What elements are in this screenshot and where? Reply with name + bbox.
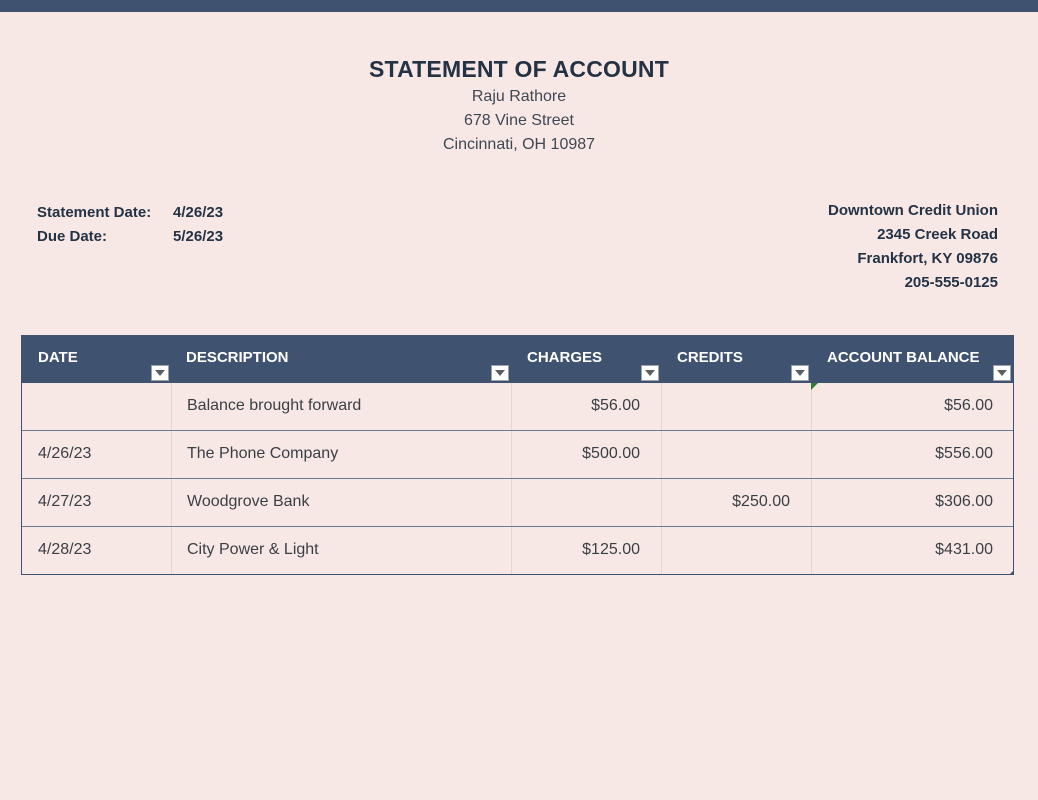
cell-account-balance[interactable]: $306.00 (811, 479, 1013, 526)
filter-dropdown-account-balance[interactable] (993, 365, 1011, 381)
page-title: STATEMENT OF ACCOUNT (369, 56, 669, 82)
table-row (22, 478, 1013, 526)
statement-date-label: Statement Date: (37, 204, 152, 221)
chevron-down-icon (645, 370, 655, 376)
bank-name: Downtown Credit Union (828, 202, 998, 219)
cell-date[interactable] (22, 383, 171, 430)
due-date-label: Due Date: (37, 228, 108, 245)
cell-charges[interactable]: $56.00 (511, 383, 661, 430)
statement-date-value[interactable]: 4/26/23 (173, 204, 224, 221)
cell-date[interactable]: 4/26/23 (38, 445, 92, 462)
statement-dates (37, 201, 223, 249)
bank-info (828, 199, 998, 295)
bank-street: 2345 Creek Road (877, 226, 998, 243)
table-resize-handle[interactable] (1009, 570, 1014, 575)
customer-city: Cincinnati, OH 10987 (442, 136, 596, 153)
chevron-down-icon (795, 370, 805, 376)
cell-credits[interactable] (661, 383, 811, 430)
column-header-account-balance: ACCOUNT BALANCE (811, 335, 1013, 383)
cell-charges[interactable]: $500.00 (511, 431, 661, 478)
cell-charges[interactable]: $125.00 (511, 527, 661, 574)
filter-dropdown-description[interactable] (491, 365, 509, 381)
cell-description[interactable]: Woodgrove Bank (171, 479, 511, 526)
statement-header (0, 56, 1038, 157)
column-header-credits: CREDITS (661, 335, 811, 383)
cell-description[interactable]: The Phone Company (171, 431, 511, 478)
cell-credits[interactable] (661, 527, 811, 574)
cell-date[interactable]: 4/27/23 (38, 493, 92, 510)
cell-credits[interactable] (661, 431, 811, 478)
top-accent-bar (0, 0, 1038, 12)
due-date-row (37, 225, 223, 249)
cell-description[interactable]: Balance brought forward (171, 383, 511, 430)
filter-dropdown-date[interactable] (151, 365, 169, 381)
chevron-down-icon (997, 370, 1007, 376)
bank-city: Frankfort, KY 09876 (857, 250, 998, 267)
table-header (22, 335, 1013, 383)
table-row (22, 430, 1013, 478)
statement-date-row (37, 201, 223, 225)
customer-street: 678 Vine Street (463, 112, 574, 129)
chevron-down-icon (155, 370, 165, 376)
cell-account-balance[interactable]: $556.00 (811, 431, 1013, 478)
column-header-description: DESCRIPTION (171, 335, 511, 383)
table-row (22, 526, 1013, 574)
column-header-date: DATE (22, 335, 171, 383)
cell-account-balance[interactable]: $431.00 (811, 527, 1013, 574)
cell-credits[interactable]: $250.00 (661, 479, 811, 526)
filter-dropdown-credits[interactable] (791, 365, 809, 381)
table-row (22, 383, 1013, 430)
filter-dropdown-charges[interactable] (641, 365, 659, 381)
transactions-table (21, 335, 1014, 575)
table-body (22, 383, 1013, 574)
chevron-down-icon (495, 370, 505, 376)
cell-account-balance[interactable]: $56.00 (811, 383, 1013, 430)
cell-note-marker (811, 383, 818, 390)
cell-charges[interactable] (511, 479, 661, 526)
due-date-value[interactable]: 5/26/23 (173, 228, 224, 245)
customer-name: Raju Rathore (471, 88, 567, 105)
cell-date[interactable]: 4/28/23 (38, 541, 92, 558)
column-header-charges: CHARGES (511, 335, 661, 383)
bank-phone: 205-555-0125 (904, 274, 998, 291)
cell-description[interactable]: City Power & Light (171, 527, 511, 574)
